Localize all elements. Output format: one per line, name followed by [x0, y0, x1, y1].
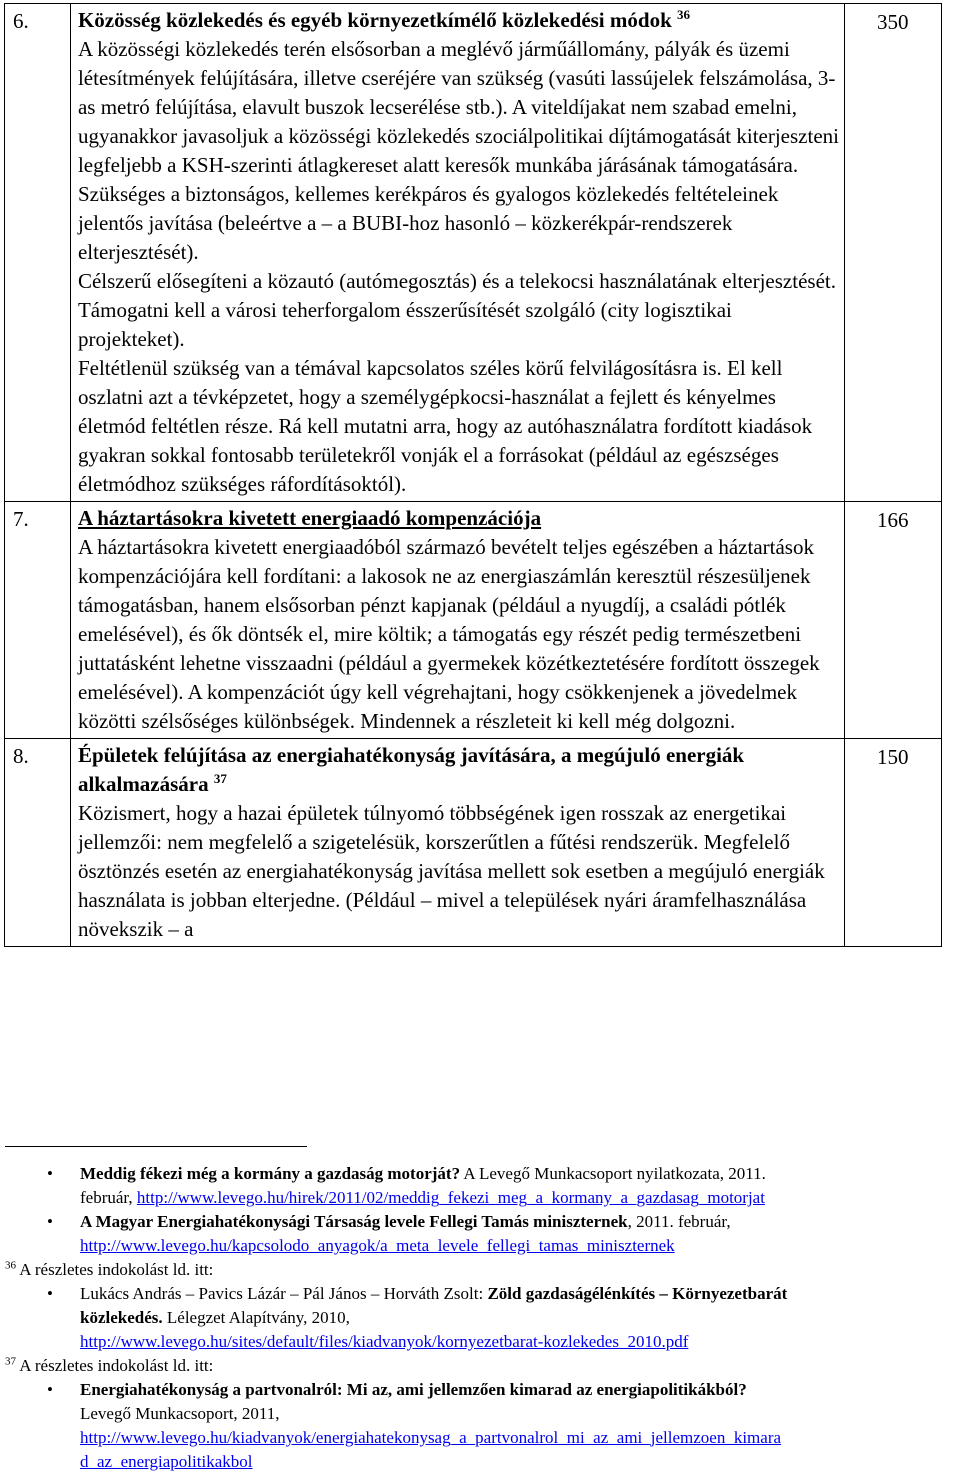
row-content	[70, 502, 844, 739]
footnotes	[5, 1162, 960, 1474]
footnote-37: $^{37}$ A részletes indokolást ld. itt:	[5, 1355, 214, 1375]
paragraph: A közösségi közlekedés terén elsősorban a meglévő járműállomány, pályák és üzemi létesítmények felújítására, illetve cseréjére van szükség (vasúti lassújelek felszámolása, 3-as metró felújítása, elavult buszok lecserélése stb.). A viteldíjakat nem szabad emelni, ugyanakkor javasoljuk a közösségi közlekedés szociálpolitikai díjtámogatását kiterjeszteni legfeljebb a KSH-szerinti átlagkereset alatt keresők munkába járásának támogatására.	[77, 37, 839, 177]
row-value: 150	[844, 739, 941, 947]
bullet-icon: •	[47, 1164, 53, 1183]
table-row	[5, 739, 942, 947]
footnote-bullet-item: • Lukács András – Pavics Lázár – Pál János – Horváth Zsolt: Zöld gazdaságélénkítés – Környezetbarát közlekedés. Lélegzet Alapítvány, 2010, http://www.levego.hu/sites/default/files/kiadvanyok/kornyezetbarat-kozlekedes_2010.pdf	[47, 1284, 788, 1351]
row-title: Épületek felújítása az energiahatékonyság javítására, a megújuló energiák alkalmazására $^{37}$	[77, 743, 745, 796]
footnote-bullet-item: • A Magyar Energiahatékonysági Társaság levele Fellegi Tamás miniszternek, 2011. február, http://www.levego.hu/kapcsolodo_anyagok/a_meta_levele_fellegi_tamas_miniszternek	[47, 1212, 731, 1255]
row-value: 350	[844, 4, 941, 502]
footnote-36: $^{36}$ A részletes indokolást ld. itt:	[5, 1259, 214, 1279]
paragraph: Támogatni kell a városi teherforgalom ésszerűsítését szolgáló (city logisztikai projekteket).	[77, 298, 732, 351]
footnote-separator	[5, 1146, 307, 1147]
paragraph: Feltétlenül szükség van a témával kapcsolatos széles körű felvilágosításra is. El kell oszlatni azt a tévképzetet, hogy a személygépkocsi-használat a fejlett és kényelmes életmód feltétlen része. Rá kell mutatni arra, hogy az autóhasználatra fordított kiadások gyakran sokkal fontosabb területekről vonják el a forrásokat (például az egészséges életmódhoz szükséges ráfordításoktól).	[77, 356, 813, 496]
paragraph: Szükséges a biztonságos, kellemes kerékpáros és gyalogos közlekedés feltételeinek jelentős javítása (beleértve a – a BUBI-hoz hasonló – közkerékpár-rendszerek elterjesztését).	[77, 182, 779, 264]
footnote-bullet-item: • Energiahatékonyság a partvonalról: Mi az, ami jellemzően kimarad az energiapolitikákból? Levegő Munkacsoport, 2011, http://www.levego.hu/kiadvanyok/energiahatekonysag_a_partvonalrol_mi_az_ami_jellemzoen_kimara d_az_energiapolitikakbol	[47, 1380, 782, 1471]
reference-link[interactable]: d_az_energiapolitikakbol	[80, 1452, 253, 1471]
row-number: 8.	[5, 739, 71, 947]
table-row	[5, 502, 942, 739]
footnote-bullet-item: • Meddig fékezi még a kormány a gazdaság motorját? A Levegő Munkacsoport nyilatkozata, 2011. február, http://www.levego.hu/hirek/2011/02/meddig_fekezi_meg_a_kormany_a_gazdasag_motorjat	[47, 1164, 766, 1207]
bullet-icon: •	[47, 1380, 53, 1399]
measures-table	[4, 3, 942, 947]
reference-link[interactable]: http://www.levego.hu/sites/default/files/kiadvanyok/kornyezetbarat-kozlekedes_2010.pdf	[80, 1332, 689, 1351]
table-row	[5, 4, 942, 502]
paragraph: Célszerű elősegíteni a közautó (autómegosztás) és a telekocsi használatának elterjesztését.	[77, 269, 836, 293]
bullet-icon: •	[47, 1212, 53, 1231]
footnote-ref[interactable]: 36	[677, 7, 690, 22]
reference-link[interactable]: http://www.levego.hu/kapcsolodo_anyagok/a_meta_levele_fellegi_tamas_miniszternek	[80, 1236, 675, 1255]
row-number: 7.	[5, 502, 71, 739]
row-value: 166	[844, 502, 941, 739]
row-title: A háztartásokra kivetett energiaadó kompenzációja	[77, 506, 542, 530]
paragraph: Közismert, hogy a hazai épületek túlnyomó többségének igen rosszak az energetikai jellemzői: nem megfelelő a szigetelésük, korszerűtlen a fűtési rendszerük. Megfelelő ösztönzés esetén az energiahatékonyság javítása mellett sok esetben a megújuló energiák használata is jobban elterjedne. (Például – mivel a települések nyári áramfelhasználása növekszik – a	[77, 801, 825, 941]
reference-link[interactable]: http://www.levego.hu/kiadvanyok/energiahatekonysag_a_partvonalrol_mi_az_ami_jellemzoen_kimara	[80, 1428, 782, 1447]
bullet-icon: •	[47, 1284, 53, 1303]
row-title: Közösség közlekedés és egyéb környezetkímélő közlekedési módok $^{36}$	[77, 7, 690, 32]
footnote-ref[interactable]: 37	[213, 771, 227, 786]
row-number: 6.	[5, 4, 71, 502]
row-content	[70, 4, 844, 502]
paragraph: A háztartásokra kivetett energiaadóból származó bevételt teljes egészében a háztartások kompenzációjára kell fordítani: a lakosok ne az energiaszámlán keresztül részesüljenek támogatásban, hanem elsősorban pénzt kapjanak (például a nyugdíj, a családi pótlék emelésével), és ők döntsék el, mire költik; a támogatás egy részét pedig természetbeni juttatásként lehetne visszaadni (például a gyermekek közétkeztetésére fordított összegek emelésével). A kompenzációt úgy kell végrehajtani, hogy csökkenjenek a jövedelmek közötti szélsőséges különbségek. Mindennek a részleteit ki kell még dolgozni.	[77, 535, 820, 733]
row-content	[70, 739, 844, 947]
reference-link[interactable]: http://www.levego.hu/hirek/2011/02/meddig_fekezi_meg_a_kormany_a_gazdasag_motorjat	[136, 1188, 765, 1207]
